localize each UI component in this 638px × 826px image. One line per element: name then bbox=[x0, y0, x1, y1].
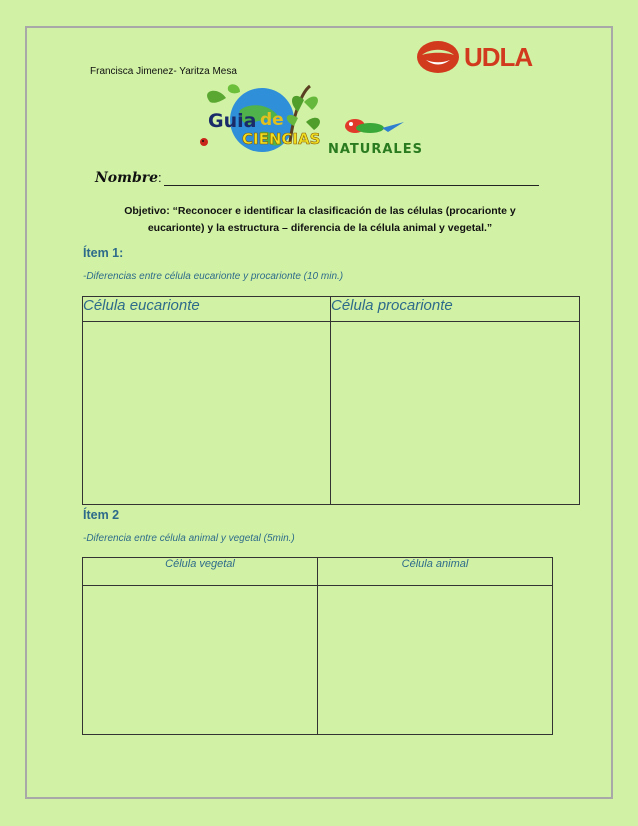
item2-subtitle: -Diferencia entre célula animal y vegetal (5min.) bbox=[83, 533, 295, 544]
banner-naturales-text: NATURALES bbox=[328, 142, 423, 157]
nombre-field[interactable] bbox=[95, 170, 545, 190]
item2-table bbox=[82, 557, 553, 735]
item2-col-animal: Célula animal bbox=[318, 558, 553, 586]
udla-logo bbox=[416, 40, 541, 74]
item1-table bbox=[82, 296, 580, 505]
item1-answer-procarionte[interactable] bbox=[331, 322, 580, 505]
objective-text: Objetivo: “Reconocer e identificar la clasificación de las células (procarionte y eucarionte) y la estructura – diferencia de la célula animal y vegetal.” bbox=[124, 205, 516, 234]
udla-emblem-icon bbox=[416, 40, 460, 74]
banner-de-text: de bbox=[260, 110, 284, 130]
item2-title: Ítem 2 bbox=[83, 508, 120, 522]
authors-text: Francisca Jimenez- Yaritza Mesa bbox=[90, 66, 237, 77]
item2-answer-animal[interactable] bbox=[318, 586, 553, 735]
logo-text: UDLA bbox=[464, 42, 533, 72]
item2-answer-vegetal[interactable] bbox=[83, 586, 318, 735]
nombre-colon: : bbox=[158, 170, 162, 185]
item1-subtitle: -Diferencias entre célula eucarionte y procarionte (10 min.) bbox=[83, 271, 344, 282]
banner-guia-text: Guia bbox=[208, 110, 257, 132]
item1-col-procarionte: Célula procarionte bbox=[331, 297, 580, 322]
guia-banner bbox=[190, 82, 448, 164]
nombre-blank-line[interactable] bbox=[164, 171, 539, 186]
item1-col-eucarionte: Célula eucarionte bbox=[83, 297, 331, 322]
banner-ciencias-text: CIENCIAS bbox=[242, 130, 321, 148]
nombre-label: Nombre bbox=[95, 170, 159, 186]
item1-answer-eucarionte[interactable] bbox=[83, 322, 331, 505]
item2-col-vegetal: Célula vegetal bbox=[83, 558, 318, 586]
item1-title: Ítem 1: bbox=[83, 246, 124, 260]
